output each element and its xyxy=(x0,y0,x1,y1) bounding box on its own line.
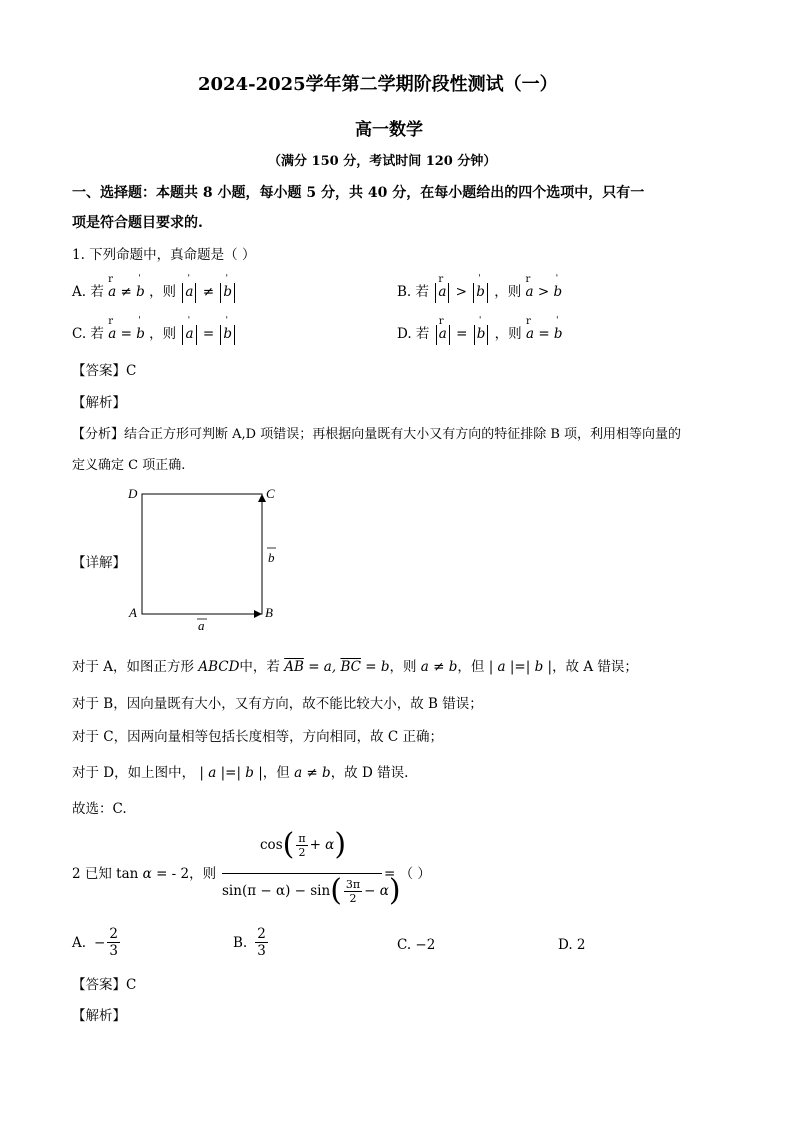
q1-d-rel2: = xyxy=(538,326,550,342)
q2-stem-eq: = - 2，则 xyxy=(156,866,217,882)
l1-mid: 中，若 xyxy=(239,659,280,675)
l1-BC: $\overline{BC}$ xyxy=(340,659,361,675)
q1-fenxi xyxy=(72,423,681,442)
q2-optA-sign: − xyxy=(94,934,106,951)
q2-answer: 【答案】C xyxy=(72,977,137,993)
q2-option-d: D. 2 xyxy=(558,937,586,953)
q2-minus-alpha: − α xyxy=(364,883,389,899)
label-A: A xyxy=(129,605,137,620)
q2-three-pi: 3π xyxy=(345,877,361,891)
q2-optA-label: A. xyxy=(72,934,87,951)
q1-b-rel1: > xyxy=(455,284,467,300)
vector-b: ˈ b xyxy=(223,326,232,342)
q1-b-prefix: B. 若 xyxy=(397,284,430,300)
q2-tail: = （ ） xyxy=(384,866,431,882)
vector-b: ˈ b xyxy=(223,284,232,300)
square-shape xyxy=(142,494,262,614)
l4-ne: a ≠ b xyxy=(294,765,331,781)
q2-pi: π xyxy=(298,831,306,845)
l4-end: ，故 D 错误. xyxy=(330,765,409,781)
q2-two-b: 2 xyxy=(349,891,357,905)
q1-d-prefix: D. 若 xyxy=(397,326,430,342)
vector-a: ˈ a xyxy=(185,284,193,300)
q1-c-rel1: = xyxy=(120,326,132,342)
q1-analysis-head: 【解析】 xyxy=(72,395,126,411)
l4-abs: | a |=| b | xyxy=(199,765,263,781)
l1-square: ABCD xyxy=(198,659,240,675)
q1-detail-label: 【详解】 xyxy=(72,555,126,571)
fenxi-label: 【分析】 xyxy=(72,427,125,442)
l1-eq2: = b xyxy=(365,659,390,675)
q1-b-rel2: > xyxy=(537,284,550,300)
vector-b: ˈ b xyxy=(477,326,486,342)
section1-line1: 一、选择题：本题共 8 小题，每小题 5 分，共 40 分，在每小题给出的四个选项中，只有一 xyxy=(72,185,645,201)
q1-option-a xyxy=(72,280,237,303)
label-B: B xyxy=(265,605,273,620)
l1-AB: $\overline{AB}$ xyxy=(284,659,304,675)
q2-option-b xyxy=(233,926,270,959)
q1-d-rel1: = xyxy=(456,326,468,342)
q1-option-d xyxy=(397,322,563,345)
l1-abs: | a |=| b | xyxy=(488,659,553,675)
q2-option-a xyxy=(72,926,122,959)
q2-stem-pre: 2 已知 tan xyxy=(72,866,139,882)
q1-c-mid: ，则 xyxy=(149,326,177,342)
l4-mid: ，但 xyxy=(262,765,290,781)
q1-option-c xyxy=(72,322,237,345)
vector-a: r a xyxy=(526,284,534,300)
q1-a-rel2: ≠ xyxy=(202,284,215,300)
fraction-bar xyxy=(222,873,382,874)
l1-pre: 对于 A，如图正方形 xyxy=(72,659,195,675)
q2-alpha: α xyxy=(142,866,152,882)
q2-optB-num: 2 xyxy=(257,926,266,942)
vector-b: ˈ b xyxy=(554,326,563,342)
q2-optA-den: 3 xyxy=(109,943,118,959)
fenxi-text: 结合正方形可判断 A,D 项错误；再根据向量既有大小又有方向的特征排除 B 项，利用相等向量的 xyxy=(124,427,682,442)
q1-c-rel2: = xyxy=(202,326,215,342)
vector-a: r a xyxy=(439,326,447,342)
q1-a-prefix: A. 若 xyxy=(72,284,104,300)
l1-end: ，故 A 错误； xyxy=(552,659,638,675)
vector-b: ˈ b xyxy=(136,284,145,300)
subject-title: 高一数学 xyxy=(355,120,423,140)
label-D: D xyxy=(128,486,138,501)
q1-detail-line3: 对于 C，因两向量相等包括长度相等，方向相同，故 C 正确； xyxy=(72,729,444,745)
exam-title: 2024-2025学年第二学期阶段性测试（一） xyxy=(198,74,558,95)
q2-optB-label: B. xyxy=(233,934,248,951)
q2-stem xyxy=(72,862,216,882)
vector-a: r a xyxy=(108,284,116,300)
section1-line2: 项是符合题目要求的. xyxy=(72,215,203,231)
q1-d-mid: ，则 xyxy=(494,326,522,342)
q2-den-left: sin(π − α) − sin xyxy=(222,883,331,899)
q2-optB-den: 3 xyxy=(257,943,266,959)
l1-then: ，则 xyxy=(389,659,417,675)
q2-plus-alpha: + α xyxy=(309,837,335,853)
l1-eq1: = a, xyxy=(308,659,337,675)
vector-b: ˈ b xyxy=(554,284,563,300)
label-vec-b: b xyxy=(268,550,275,565)
vector-b: ˈ b xyxy=(476,284,485,300)
q2-fraction xyxy=(222,827,401,916)
q2-cos: cos xyxy=(260,837,283,853)
q1-stem: 1. 下列命题中，真命题是（ ） xyxy=(72,247,256,263)
q2-denominator: sin(π − α) − sin ( $\frac{3\pi}{2}$ − α ) xyxy=(222,873,401,908)
l1-ne: a ≠ b xyxy=(420,659,458,675)
vector-a: r a xyxy=(108,326,116,342)
l4-pre: 对于 D，如上图中， xyxy=(72,765,196,781)
label-vec-a: a xyxy=(198,618,205,633)
vector-a: ˈ a xyxy=(185,326,193,342)
vector-b: ˈ b xyxy=(136,326,145,342)
q1-b-mid: ，则 xyxy=(494,284,522,300)
square-figure xyxy=(120,484,290,634)
q2-numerator: cos ( $\frac{\pi}{2}$ + α ) xyxy=(260,827,347,862)
q1-answer: 【答案】C xyxy=(72,363,137,379)
exam-note: （满分 150 分，考试时间 120 分钟） xyxy=(268,154,497,169)
q1-c-prefix: C. 若 xyxy=(72,326,104,342)
q1-detail-line1 xyxy=(72,655,638,675)
q1-choose: 故选：C. xyxy=(72,801,127,817)
q2-two: 2 xyxy=(298,845,306,859)
q2-optA-num: 2 xyxy=(109,926,118,942)
q1-detail-line4 xyxy=(72,761,408,781)
vector-a: r a xyxy=(438,284,446,300)
q1-option-b xyxy=(397,280,562,303)
q1-a-mid: ，则 xyxy=(149,284,177,300)
label-C: C xyxy=(266,486,275,501)
q2-option-c: C. −2 xyxy=(397,937,436,953)
q2-analysis-head: 【解析】 xyxy=(72,1008,126,1024)
q1-detail-line2: 对于 B，因向量既有大小，又有方向，故不能比较大小，故 B 错误； xyxy=(72,696,483,712)
l1-but: ，但 xyxy=(457,659,485,675)
q1-fenxi-2: 定义确定 C 项正确. xyxy=(72,458,186,473)
q1-a-rel1: ≠ xyxy=(120,284,132,300)
vector-a: r a xyxy=(526,326,534,342)
